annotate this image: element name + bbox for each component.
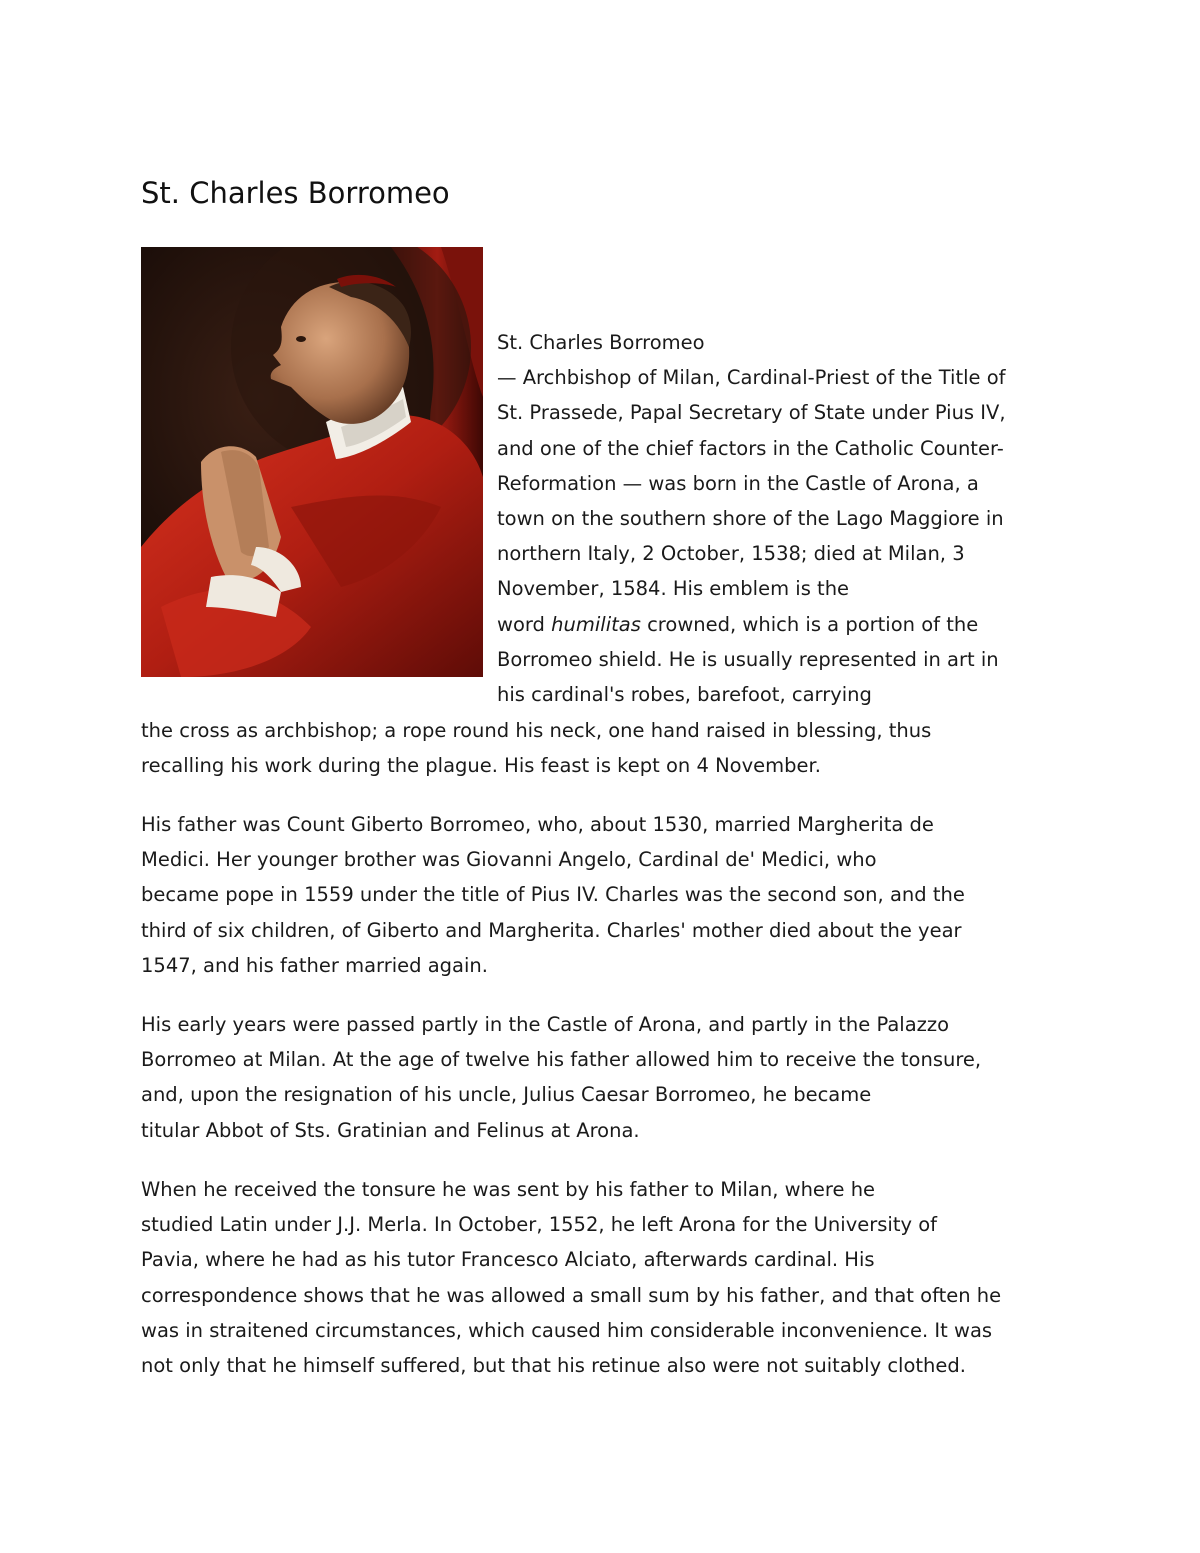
- paragraph-line: and, upon the resignation of his uncle, Julius Caesar Borromeo, he became: [141, 1083, 872, 1107]
- intro-line: St. Prassede, Papal Secretary of State under Pius IV,: [497, 401, 1006, 425]
- intro-line: — Archbishop of Milan, Cardinal-Priest of the Title of: [497, 366, 1006, 390]
- paragraph-early-years: [141, 1007, 1061, 1148]
- paragraph-line: titular Abbot of Sts. Gratinian and Felinus at Arona.: [141, 1118, 640, 1142]
- paragraph-line: When he received the tonsure he was sent by his father to Milan, where he: [141, 1178, 876, 1201]
- intro-line: Borromeo shield. He is usually represented in art in: [497, 647, 999, 671]
- intro-line: St. Charles Borromeo: [497, 331, 705, 354]
- paragraph-family: [141, 807, 1061, 983]
- humilitas-emphasis: humilitas: [551, 612, 641, 636]
- paragraph-line: correspondence shows that he was allowed a small sum by his father, and that often he: [141, 1283, 1002, 1307]
- paragraph-line: not only that he himself suffered, but that his retinue also were not suitably clothed.: [141, 1354, 966, 1378]
- intro-continuation-line: the cross as archbishop; a rope round his neck, one hand raised in blessing, thus: [141, 719, 932, 742]
- paragraph-line: 1547, and his father married again.: [141, 953, 488, 977]
- paragraph-line: Pavia, where he had as his tutor Francesco Alciato, afterwards cardinal. His: [141, 1248, 875, 1272]
- page-title: St. Charles Borromeo: [141, 176, 450, 210]
- intro-continuation: [141, 713, 1061, 783]
- intro-line: November, 1584. His emblem is the: [497, 577, 850, 601]
- paragraph-line: studied Latin under J.J. Merla. In October, 1552, he left Arona for the University of: [141, 1213, 938, 1237]
- intro-line: his cardinal's robes, barefoot, carrying: [497, 683, 872, 707]
- paragraph-line: third of six children, of Giberto and Margherita. Charles' mother died about the year: [141, 918, 962, 942]
- intro-line: and one of the chief factors in the Catholic Counter-: [497, 436, 1004, 460]
- intro-line-emblem-before: word: [497, 612, 552, 636]
- intro-continuation-line: recalling his work during the plague. His feast is kept on 4 November.: [141, 754, 821, 778]
- paragraph-line: Medici. Her younger brother was Giovanni Angelo, Cardinal de' Medici, who: [141, 848, 877, 872]
- paragraph-line: became pope in 1559 under the title of Pius IV. Charles was the second son, and the: [141, 883, 965, 907]
- intro-line-emblem-after: crowned, which is a portion of the: [640, 612, 979, 636]
- paragraph-education: [141, 1172, 1061, 1383]
- intro-line-emblem: [497, 607, 1057, 642]
- paragraph-line: was in straitened circumstances, which caused him considerable inconvenience. It was: [141, 1318, 993, 1342]
- saint-portrait-image: [141, 247, 483, 677]
- intro-line: northern Italy, 2 October, 1538; died at Milan, 3: [497, 542, 965, 566]
- intro-line: town on the southern shore of the Lago Maggiore in: [497, 507, 1004, 531]
- intro-line: Reformation — was born in the Castle of Arona, a: [497, 471, 979, 495]
- paragraph-line: His father was Count Giberto Borromeo, who, about 1530, married Margherita de: [141, 813, 934, 836]
- intro-paragraph: [497, 325, 1057, 712]
- paragraph-line: Borromeo at Milan. At the age of twelve his father allowed him to receive the tonsure,: [141, 1048, 982, 1072]
- paragraph-line: His early years were passed partly in the Castle of Arona, and partly in the Palazzo: [141, 1013, 950, 1036]
